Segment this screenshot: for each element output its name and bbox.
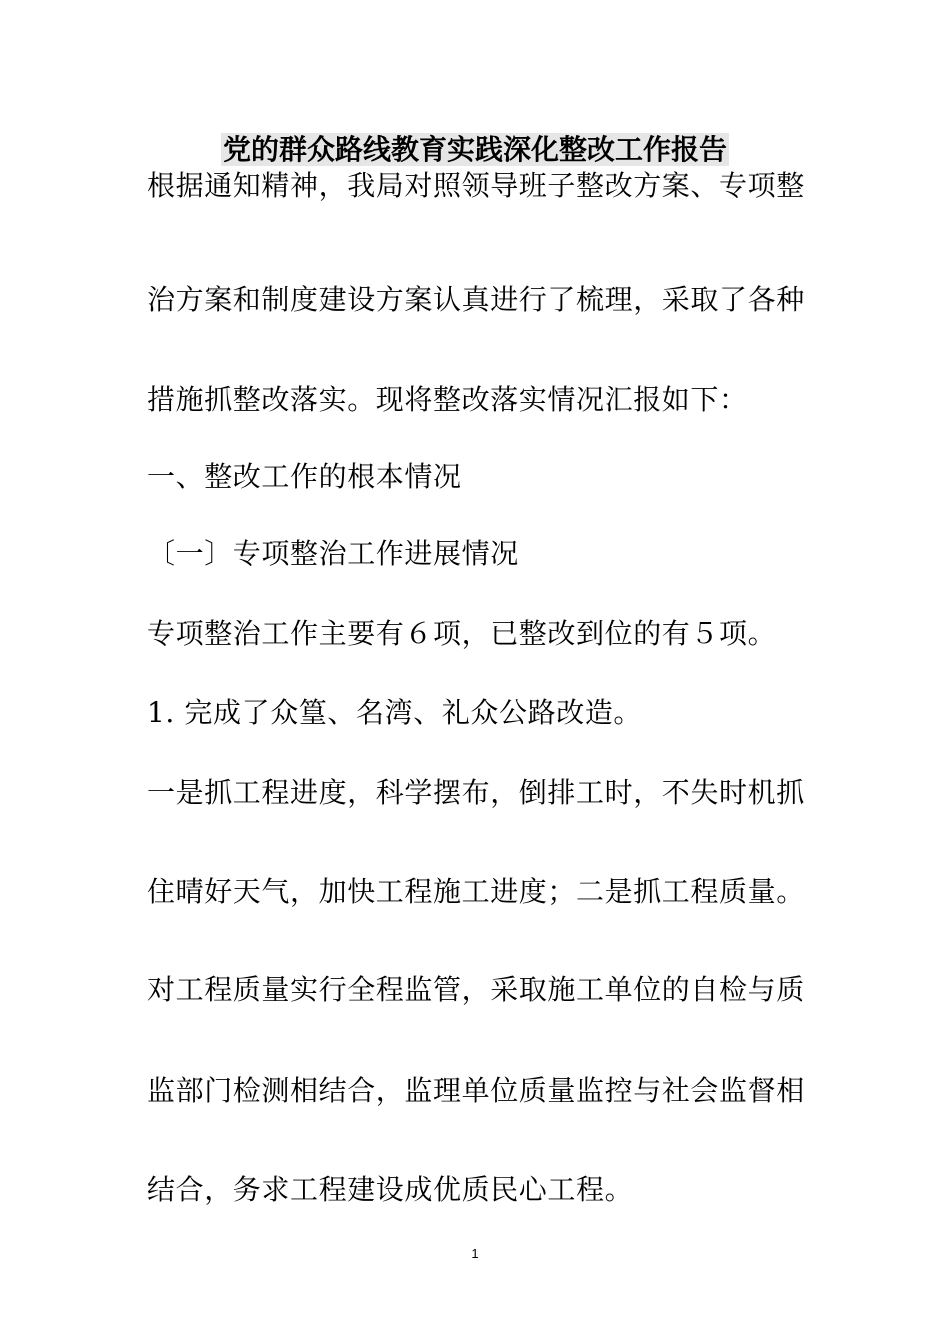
paragraph-line: 监部门检测相结合，监理单位质量监控与社会监督相 xyxy=(147,1074,805,1107)
paragraph-line: 对工程质量实行全程监管，采取施工单位的自检与质 xyxy=(147,973,805,1006)
section-heading: 一、整改工作的根本情况 xyxy=(147,460,462,493)
paragraph-line: 专项整治工作主要有６项，已整改到位的有５项。 xyxy=(147,617,777,650)
paragraph-line: 根据通知精神，我局对照领导班子整改方案、专项整 xyxy=(147,169,805,202)
document-title-text: 党的群众路线教育实践深化整改工作报告 xyxy=(222,133,727,166)
page-number: 1 xyxy=(471,1246,479,1261)
paragraph-line: 治方案和制度建设方案认真进行了梳理，采取了各种 xyxy=(147,283,805,316)
document-title xyxy=(0,130,950,170)
paragraph-line: 措施抓整改落实。现将整改落实情况汇报如下： xyxy=(147,383,748,416)
paragraph-line: 结合，务求工程建设成优质民心工程。 xyxy=(147,1173,634,1206)
list-item-heading: 1. 完成了众篁、名湾、礼众公路改造。 xyxy=(147,696,643,729)
paragraph-line: 住晴好天气，加快工程施工进度；二是抓工程质量。 xyxy=(147,875,805,908)
paragraph-line: 一是抓工程进度，科学摆布，倒排工时，不失时机抓 xyxy=(147,776,805,809)
subsection-heading: 〔一〕专项整治工作进展情况 xyxy=(147,537,519,570)
